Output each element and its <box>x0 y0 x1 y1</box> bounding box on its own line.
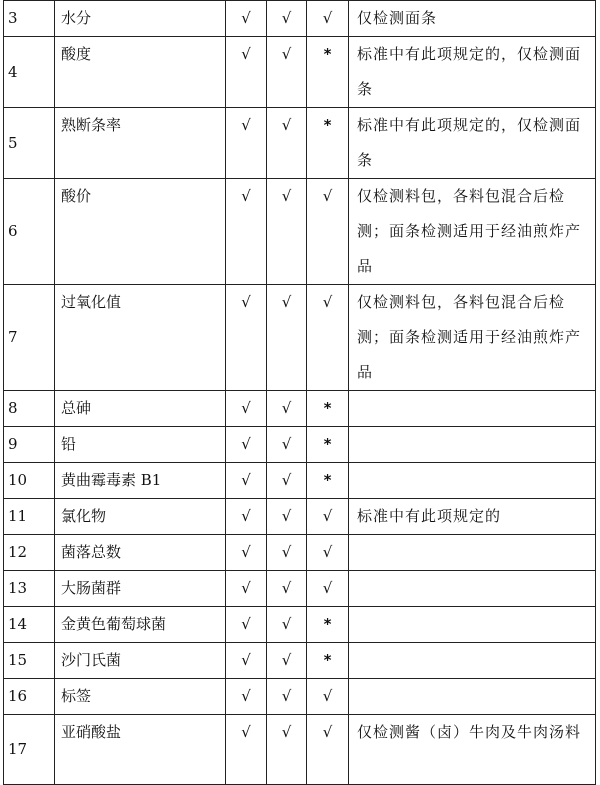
check-mark-col-a: √ <box>226 607 267 643</box>
remark: 标准中有此项规定的 <box>349 499 596 535</box>
remark <box>349 643 596 679</box>
remark: 标准中有此项规定的，仅检测面条 <box>349 108 596 179</box>
row-number: 14 <box>4 607 55 643</box>
check-mark-col-a: √ <box>226 571 267 607</box>
check-mark-col-a: √ <box>226 643 267 679</box>
check-mark-col-a: √ <box>226 108 267 179</box>
inspection-item: 金黄色葡萄球菌 <box>55 607 226 643</box>
check-mark-col-a: √ <box>226 715 267 785</box>
check-mark-col-a: √ <box>226 37 267 108</box>
inspection-item: 酸度 <box>55 37 226 108</box>
check-mark-col-c: * <box>307 643 349 679</box>
check-mark-col-c: √ <box>307 535 349 571</box>
remark <box>349 463 596 499</box>
check-mark-col-b: √ <box>267 285 307 391</box>
check-mark-col-c: * <box>307 607 349 643</box>
table-row <box>4 463 596 499</box>
check-mark-col-c: √ <box>307 179 349 285</box>
table-row <box>4 607 596 643</box>
row-number: 10 <box>4 463 55 499</box>
check-mark-col-a: √ <box>226 285 267 391</box>
table-row <box>4 499 596 535</box>
check-mark-col-a: √ <box>226 427 267 463</box>
check-mark-col-a: √ <box>226 463 267 499</box>
table-row <box>4 643 596 679</box>
inspection-item: 大肠菌群 <box>55 571 226 607</box>
table-row <box>4 391 596 427</box>
check-mark-col-a: √ <box>226 391 267 427</box>
remark <box>349 679 596 715</box>
inspection-item: 黄曲霉毒素 B1 <box>55 463 226 499</box>
check-mark-col-a: √ <box>226 499 267 535</box>
row-number: 15 <box>4 643 55 679</box>
remark: 标准中有此项规定的，仅检测面条 <box>349 37 596 108</box>
inspection-item: 标签 <box>55 679 226 715</box>
check-mark-col-c: * <box>307 37 349 108</box>
remark: 仅检测料包，各料包混合后检测；面条检测适用于经油煎炸产品 <box>349 179 596 285</box>
table-row <box>4 179 596 285</box>
row-number: 7 <box>4 285 55 391</box>
check-mark-col-c: * <box>307 427 349 463</box>
check-mark-col-a: √ <box>226 679 267 715</box>
inspection-item: 熟断条率 <box>55 108 226 179</box>
check-mark-col-c: * <box>307 108 349 179</box>
check-mark-col-c: √ <box>307 285 349 391</box>
check-mark-col-c: √ <box>307 679 349 715</box>
check-mark-col-a: √ <box>226 1 267 37</box>
remark <box>349 571 596 607</box>
row-number: 6 <box>4 179 55 285</box>
check-mark-col-b: √ <box>267 179 307 285</box>
table-body <box>4 1 596 785</box>
check-mark-col-c: √ <box>307 499 349 535</box>
inspection-item: 过氧化值 <box>55 285 226 391</box>
check-mark-col-b: √ <box>267 643 307 679</box>
check-mark-col-b: √ <box>267 391 307 427</box>
inspection-item: 铅 <box>55 427 226 463</box>
table-row <box>4 285 596 391</box>
check-mark-col-b: √ <box>267 37 307 108</box>
row-number: 11 <box>4 499 55 535</box>
table-row <box>4 37 596 108</box>
table-row <box>4 715 596 785</box>
check-mark-col-b: √ <box>267 715 307 785</box>
remark <box>349 427 596 463</box>
check-mark-col-b: √ <box>267 427 307 463</box>
table-row <box>4 108 596 179</box>
remark <box>349 391 596 427</box>
check-mark-col-b: √ <box>267 571 307 607</box>
check-mark-col-b: √ <box>267 1 307 37</box>
remark: 仅检测料包，各料包混合后检测；面条检测适用于经油煎炸产品 <box>349 285 596 391</box>
table-row <box>4 427 596 463</box>
table-row <box>4 535 596 571</box>
inspection-item: 氯化物 <box>55 499 226 535</box>
check-mark-col-b: √ <box>267 535 307 571</box>
table-row <box>4 1 596 37</box>
row-number: 8 <box>4 391 55 427</box>
row-number: 17 <box>4 715 55 785</box>
remark <box>349 535 596 571</box>
inspection-item: 沙门氏菌 <box>55 643 226 679</box>
check-mark-col-c: * <box>307 463 349 499</box>
row-number: 9 <box>4 427 55 463</box>
row-number: 3 <box>4 1 55 37</box>
row-number: 16 <box>4 679 55 715</box>
inspection-table <box>3 0 596 785</box>
inspection-item: 酸价 <box>55 179 226 285</box>
inspection-item: 亚硝酸盐 <box>55 715 226 785</box>
check-mark-col-c: * <box>307 391 349 427</box>
row-number: 13 <box>4 571 55 607</box>
remark: 仅检测酱（卤）牛肉及牛肉汤料 <box>349 715 596 785</box>
check-mark-col-b: √ <box>267 679 307 715</box>
inspection-item: 菌落总数 <box>55 535 226 571</box>
check-mark-col-b: √ <box>267 499 307 535</box>
check-mark-col-c: √ <box>307 715 349 785</box>
inspection-item: 总砷 <box>55 391 226 427</box>
remark: 仅检测面条 <box>349 1 596 37</box>
check-mark-col-c: √ <box>307 571 349 607</box>
check-mark-col-c: √ <box>307 1 349 37</box>
remark <box>349 607 596 643</box>
row-number: 5 <box>4 108 55 179</box>
check-mark-col-b: √ <box>267 108 307 179</box>
check-mark-col-b: √ <box>267 463 307 499</box>
table-row <box>4 679 596 715</box>
check-mark-col-a: √ <box>226 535 267 571</box>
inspection-item: 水分 <box>55 1 226 37</box>
check-mark-col-b: √ <box>267 607 307 643</box>
row-number: 4 <box>4 37 55 108</box>
table-row <box>4 571 596 607</box>
row-number: 12 <box>4 535 55 571</box>
check-mark-col-a: √ <box>226 179 267 285</box>
